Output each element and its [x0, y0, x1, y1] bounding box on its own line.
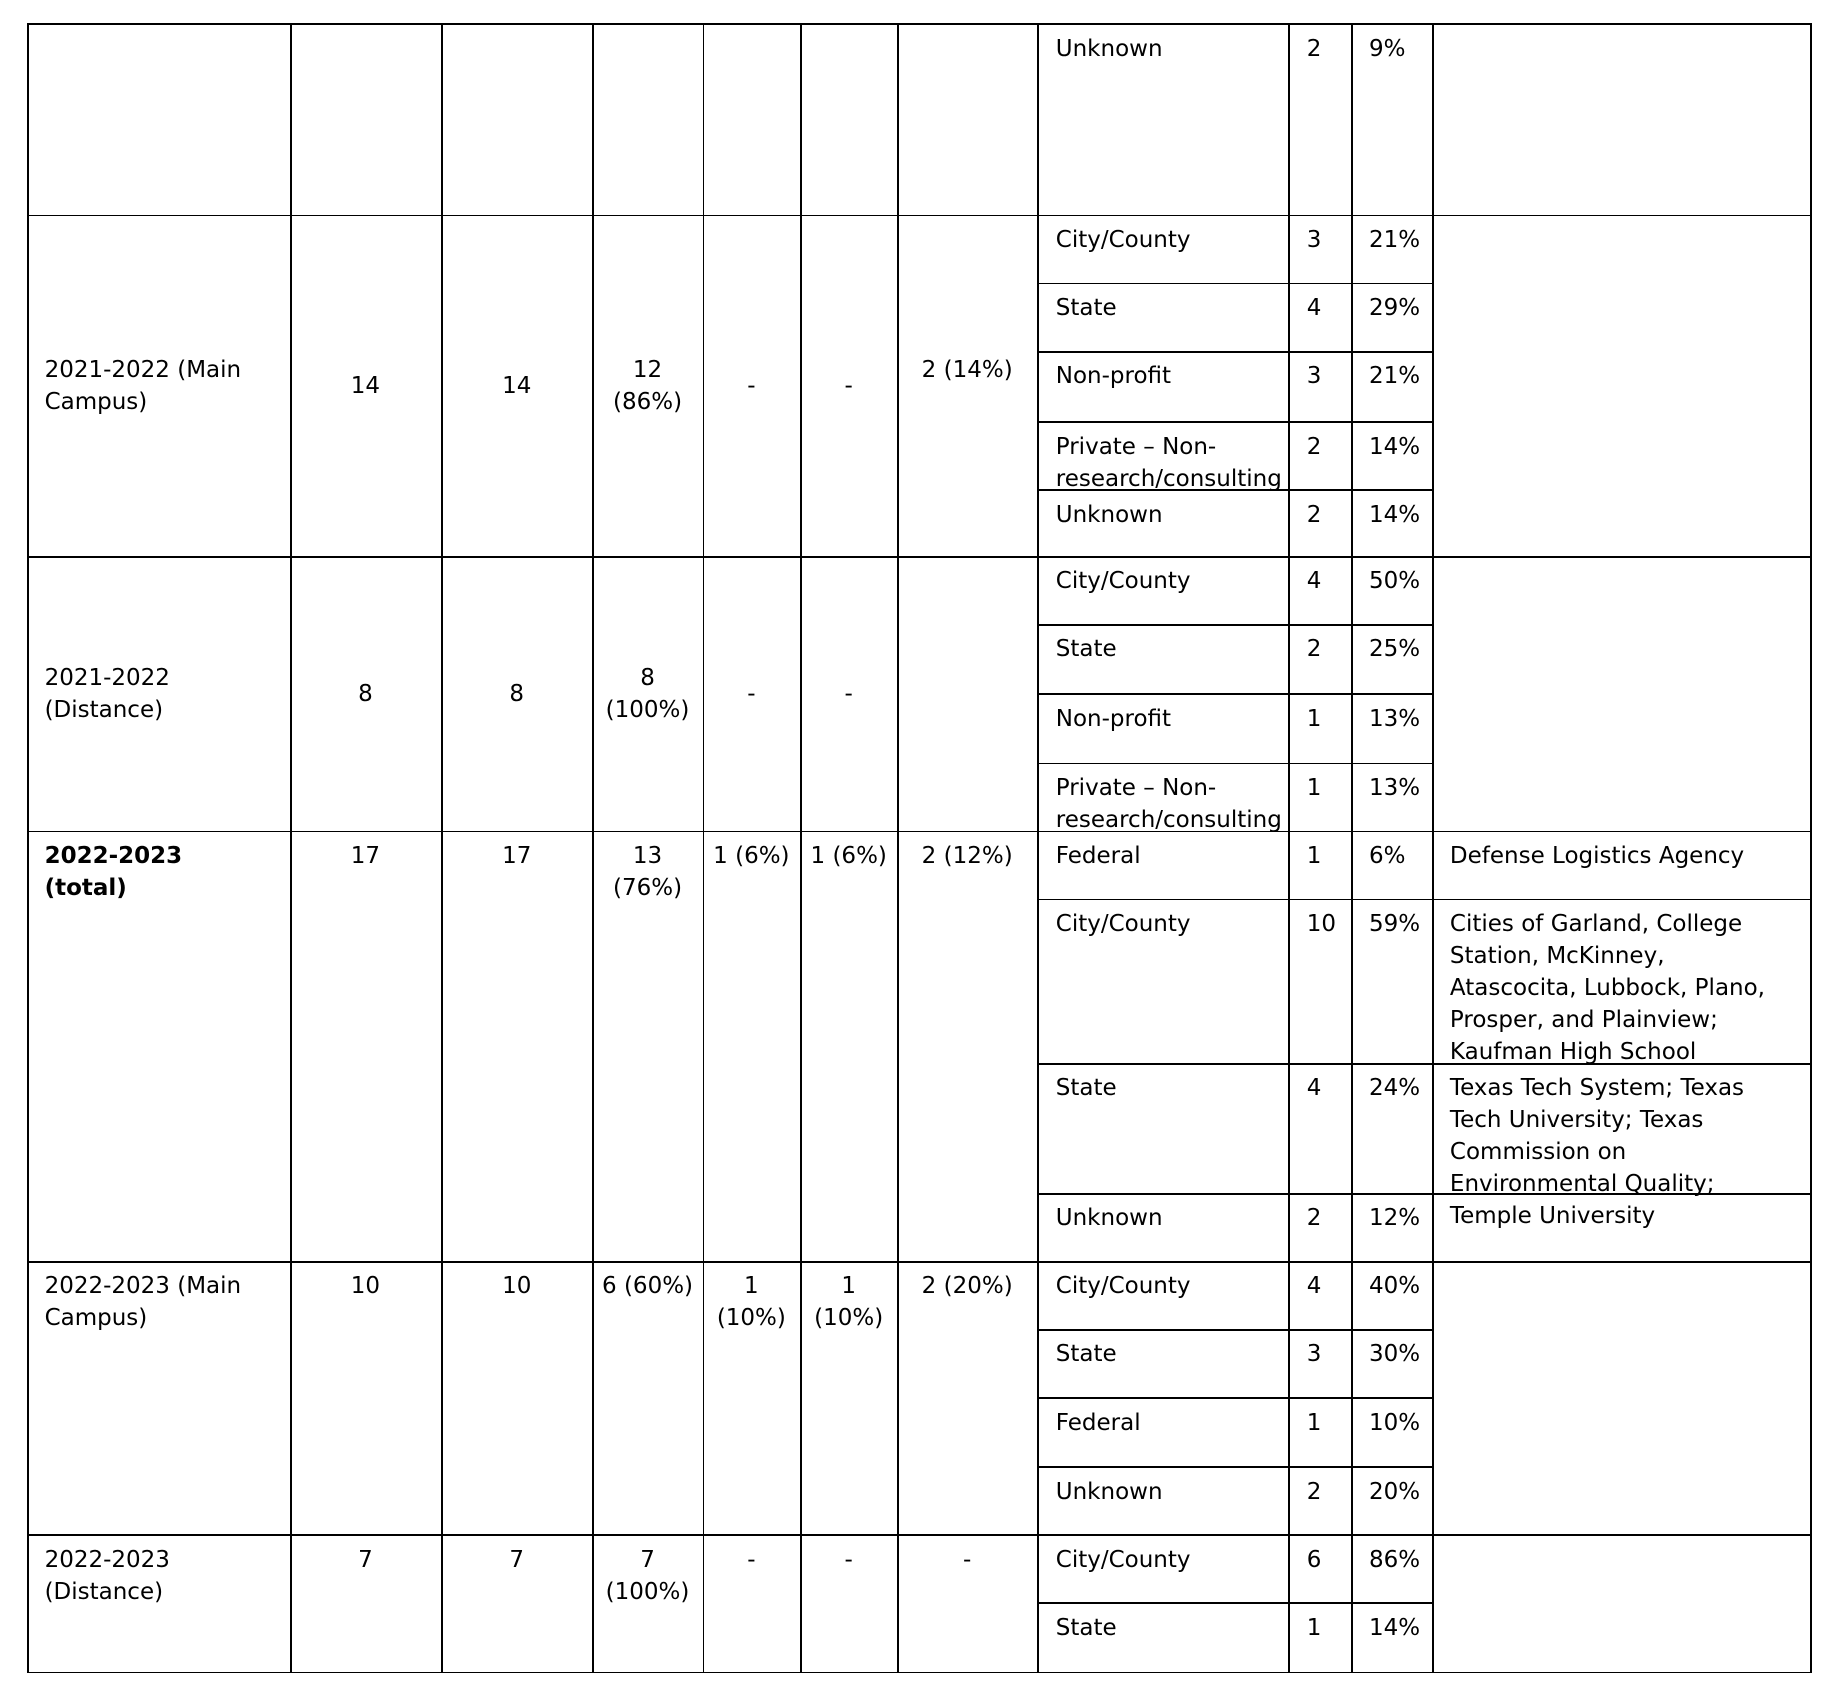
organization-names: Texas Tech System; Texas Tech University; Texas Commission on Environmental Quality; Temple University	[1449, 1075, 1745, 1230]
count-cell: 8	[358, 681, 373, 708]
affiliation-type: State	[1055, 1075, 1117, 1102]
count-value: 4	[1306, 568, 1322, 595]
affiliation-type: Non-profit	[1055, 363, 1172, 390]
percent-value: 13%	[1368, 774, 1421, 801]
table-rule	[27, 1672, 1812, 1674]
percent-value: 29%	[1368, 295, 1421, 322]
row-rule	[1037, 351, 1434, 353]
group-label: 2022-2023 (total)	[44, 842, 183, 901]
count-cell: 13 (76%)	[612, 842, 683, 901]
percent-value: 25%	[1368, 636, 1421, 663]
affiliation-type: City/County	[1055, 910, 1191, 937]
affiliation-type: Private – Non-research/consulting	[1055, 774, 1282, 833]
count-cell: 2 (20%)	[921, 1273, 1013, 1300]
percent-value: 14%	[1368, 1614, 1421, 1641]
percent-value: 13%	[1368, 705, 1421, 732]
row-rule	[1037, 624, 1434, 626]
affiliation-type: State	[1055, 295, 1117, 322]
count-cell: 1 (6%)	[810, 842, 887, 869]
count-value: 10	[1306, 910, 1337, 937]
percent-value: 30%	[1368, 1341, 1421, 1368]
count-value: 3	[1306, 363, 1322, 390]
count-cell: -	[844, 681, 853, 708]
affiliation-type: City/County	[1055, 568, 1191, 595]
percent-value: 9%	[1368, 35, 1406, 62]
table-rule	[27, 556, 1812, 558]
count-cell: 14	[350, 373, 381, 400]
count-cell: 17	[502, 842, 532, 869]
group-label: 2021-2022 (Distance)	[44, 664, 170, 723]
affiliation-type: City/County	[1055, 1546, 1191, 1573]
affiliation-type: City/County	[1055, 227, 1191, 254]
count-value: 3	[1306, 1341, 1322, 1368]
count-cell: 7	[509, 1546, 525, 1573]
count-value: 2	[1306, 636, 1322, 663]
column-rule	[1037, 23, 1039, 1673]
row-rule	[1037, 421, 1434, 423]
count-cell: 1 (10%)	[716, 1273, 786, 1332]
affiliation-type: State	[1055, 636, 1117, 663]
count-value: 4	[1306, 1273, 1322, 1300]
count-cell: 8	[509, 681, 525, 708]
row-rule	[1037, 899, 1434, 901]
affiliation-type: Federal	[1055, 1409, 1141, 1436]
column-rule	[1288, 23, 1290, 1673]
percent-value: 24%	[1368, 1075, 1421, 1102]
count-value: 2	[1306, 501, 1322, 528]
count-value: 1	[1306, 705, 1322, 732]
count-cell: 6 (60%)	[602, 1273, 694, 1300]
count-cell: 7 (100%)	[605, 1546, 690, 1605]
percent-value: 86%	[1368, 1546, 1421, 1573]
count-value: 1	[1306, 774, 1322, 801]
count-value: 4	[1306, 295, 1322, 322]
count-cell: 2 (12%)	[921, 842, 1013, 869]
count-cell: -	[747, 681, 756, 708]
count-value: 6	[1306, 1546, 1322, 1573]
affiliation-type: Federal	[1055, 842, 1141, 869]
row-rule	[1037, 1063, 1434, 1065]
table-rule	[27, 1261, 1812, 1263]
count-value: 2	[1306, 1478, 1322, 1505]
percent-value: 50%	[1368, 568, 1421, 595]
organization-names: Cities of Garland, College Station, McKinney, Atascocita, Lubbock, Plano, Prosper, and Plainview; Kaufman High School	[1449, 910, 1765, 1065]
percent-value: 59%	[1368, 910, 1421, 937]
count-cell: 2 (14%)	[921, 356, 1013, 383]
column-rule	[1351, 23, 1353, 1673]
percent-value: 40%	[1368, 1273, 1421, 1300]
count-cell: -	[844, 1546, 853, 1573]
count-cell: 1 (6%)	[713, 842, 790, 869]
count-cell: 1 (10%)	[814, 1273, 884, 1332]
affiliation-type: State	[1055, 1614, 1117, 1641]
count-cell: -	[747, 1546, 756, 1573]
column-rule	[1432, 23, 1434, 1673]
affiliation-type: State	[1055, 1341, 1117, 1368]
percent-value: 21%	[1368, 363, 1421, 390]
percent-value: 14%	[1368, 501, 1421, 528]
count-cell: -	[747, 373, 756, 400]
group-label: 2022-2023 (Main Campus)	[44, 1273, 242, 1332]
count-value: 1	[1306, 1409, 1322, 1436]
count-value: 2	[1306, 1205, 1322, 1232]
row-rule	[1037, 1602, 1434, 1604]
count-cell: 8 (100%)	[605, 664, 690, 723]
count-value: 1	[1306, 842, 1322, 869]
percent-value: 21%	[1368, 227, 1421, 254]
group-label: 2021-2022 (Main Campus)	[44, 356, 242, 415]
count-cell: -	[844, 373, 853, 400]
row-rule	[1037, 1329, 1434, 1331]
percent-value: 10%	[1368, 1409, 1421, 1436]
row-rule	[1037, 1397, 1434, 1399]
affiliation-type: City/County	[1055, 1273, 1191, 1300]
table-rule	[27, 215, 1812, 217]
group-label: 2022-2023 (Distance)	[44, 1546, 170, 1605]
affiliation-type: Unknown	[1055, 501, 1163, 528]
count-value: 4	[1306, 1075, 1322, 1102]
row-rule	[1037, 693, 1434, 695]
count-value: 2	[1306, 433, 1322, 460]
affiliation-type: Non-profit	[1055, 705, 1172, 732]
percent-value: 6%	[1368, 842, 1406, 869]
count-value: 1	[1306, 1614, 1322, 1641]
count-cell: 10	[350, 1273, 381, 1300]
count-cell: 17	[350, 842, 381, 869]
affiliation-type: Unknown	[1055, 1205, 1163, 1232]
row-rule	[1037, 1466, 1434, 1468]
count-cell: -	[963, 1546, 972, 1573]
count-cell: 10	[502, 1273, 532, 1300]
count-value: 2	[1306, 35, 1322, 62]
row-rule	[1432, 899, 1811, 901]
table-rule	[27, 1534, 1812, 1536]
percent-value: 14%	[1368, 433, 1421, 460]
column-rule	[27, 23, 29, 1673]
count-cell: 7	[358, 1546, 373, 1573]
row-rule	[1037, 763, 1434, 765]
count-cell: 14	[502, 373, 532, 400]
affiliation-type: Private – Non-research/consulting	[1055, 433, 1282, 492]
row-rule	[1037, 1193, 1434, 1195]
percent-value: 12%	[1368, 1205, 1421, 1232]
organization-names: Defense Logistics Agency	[1449, 842, 1745, 869]
table-rule	[27, 831, 1812, 833]
percent-value: 20%	[1368, 1478, 1421, 1505]
column-rule	[1810, 23, 1812, 1673]
table-rule	[27, 23, 1812, 25]
affiliation-type: Unknown	[1055, 1478, 1163, 1505]
row-rule	[1037, 283, 1434, 285]
count-value: 3	[1306, 227, 1322, 254]
count-cell: 12 (86%)	[612, 356, 683, 415]
affiliation-type: Unknown	[1055, 35, 1163, 62]
